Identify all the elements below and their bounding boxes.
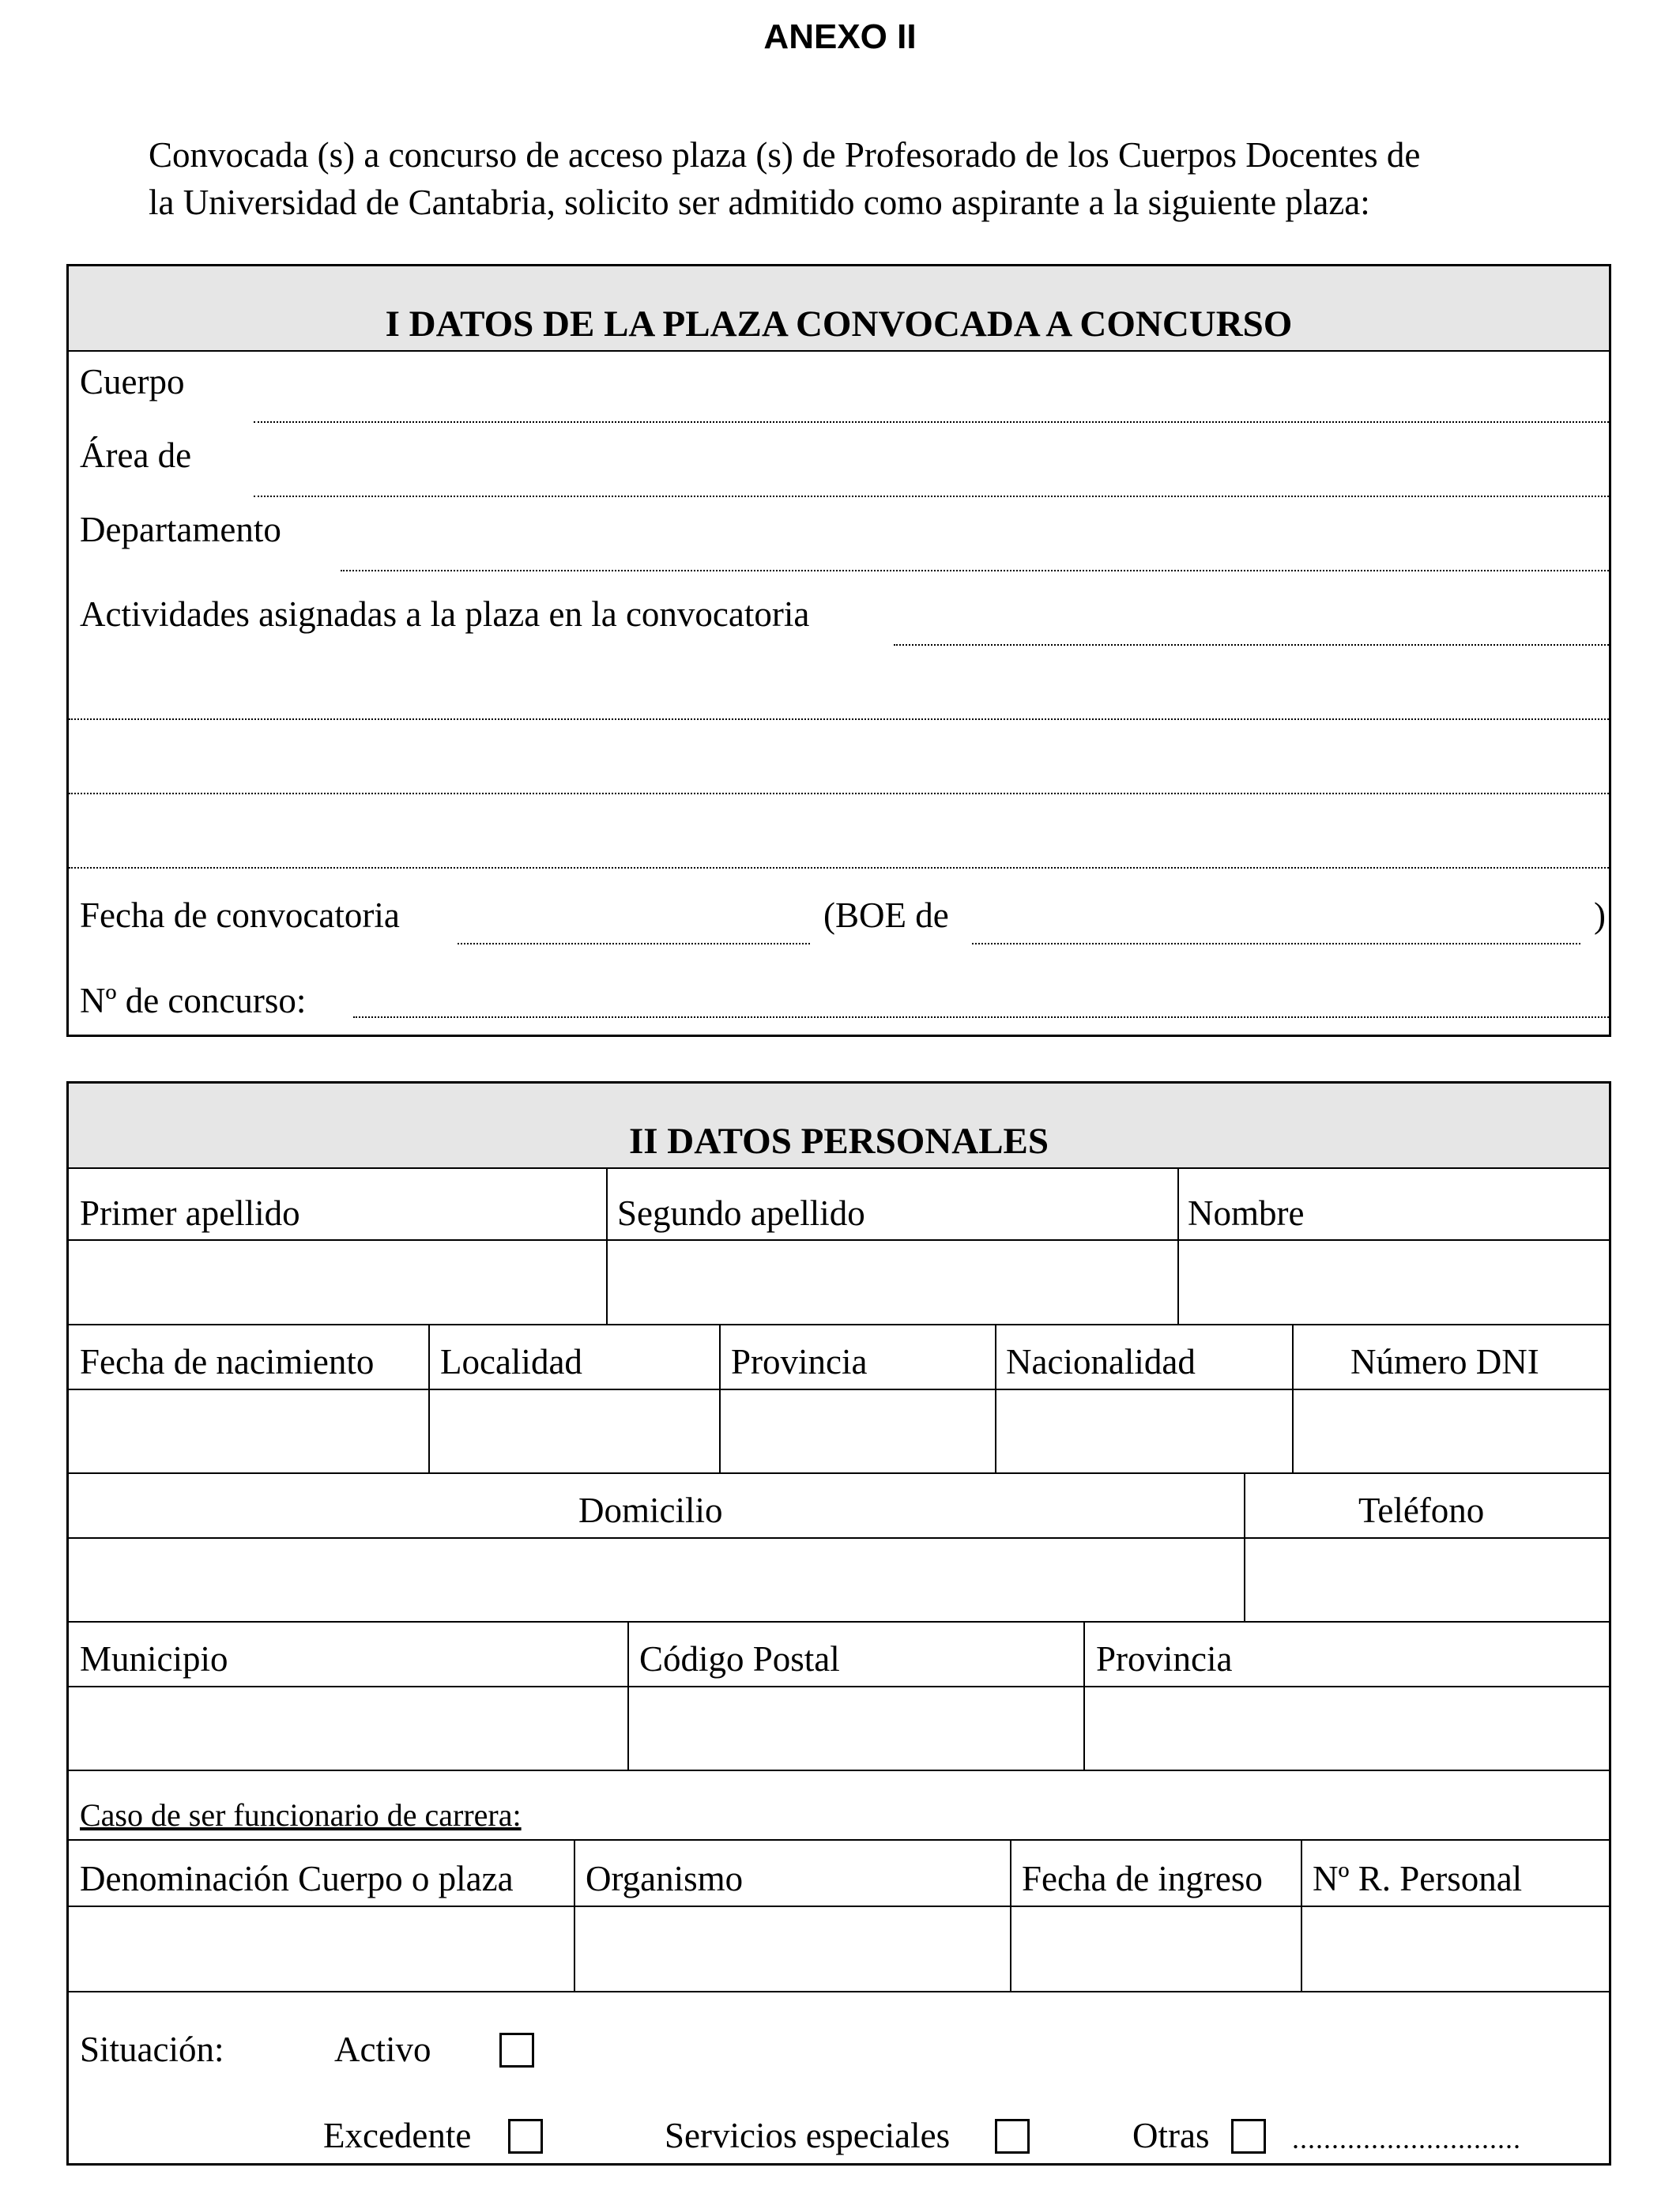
provincia-label-1: Provincia <box>731 1342 868 1382</box>
intro-text <box>149 131 1571 226</box>
otras-field[interactable]: ............................. <box>1292 2123 1521 2154</box>
fecha-ingreso-field[interactable] <box>1011 1907 1301 1989</box>
telefono-field[interactable] <box>1245 1539 1609 1621</box>
departamento-label: Departamento <box>80 510 281 549</box>
activo-checkbox[interactable] <box>499 2033 534 2068</box>
otras-label: Otras <box>1132 2116 1210 2155</box>
situacion-label: Situación: <box>80 2030 224 2069</box>
nacionalidad-label: Nacionalidad <box>1006 1342 1196 1382</box>
actividades-field-4[interactable] <box>69 867 1609 869</box>
section-plaza-header <box>69 266 1609 352</box>
numero-dni-label: Número DNI <box>1350 1342 1539 1382</box>
fecha-nacimiento-field[interactable] <box>69 1390 428 1472</box>
area-field[interactable] <box>254 496 1609 497</box>
codigo-postal-label: Código Postal <box>639 1639 840 1679</box>
actividades-field-3[interactable] <box>69 793 1609 794</box>
concurso-field[interactable] <box>353 1016 1609 1018</box>
section-plaza <box>66 264 1611 1037</box>
fecha-ingreso-label: Fecha de ingreso <box>1022 1859 1263 1898</box>
telefono-label: Teléfono <box>1358 1491 1485 1530</box>
excedente-label: Excedente <box>323 2116 472 2155</box>
intro-line-1: Convocada (s) a concurso de acceso plaza (s) de Profesorado de los Cuerpos Docentes de <box>149 135 1421 175</box>
nombre-label: Nombre <box>1188 1193 1305 1233</box>
provincia-field-2[interactable] <box>1085 1687 1609 1770</box>
page-title: ANEXO II <box>763 17 917 56</box>
municipio-field[interactable] <box>69 1687 627 1770</box>
denominacion-field[interactable] <box>69 1907 574 1989</box>
municipio-label: Municipio <box>80 1639 228 1679</box>
numero-dni-field[interactable] <box>1294 1390 1609 1472</box>
domicilio-label: Domicilio <box>578 1491 723 1530</box>
area-label: Área de <box>80 435 192 475</box>
primer-apellido-label: Primer apellido <box>80 1193 300 1233</box>
section-personal-title: II DATOS PERSONALES <box>628 1121 1049 1162</box>
organismo-label: Organismo <box>586 1859 744 1898</box>
actividades-field-2[interactable] <box>69 718 1609 720</box>
denominacion-label: Denominación Cuerpo o plaza <box>80 1859 514 1898</box>
segundo-apellido-field[interactable] <box>608 1241 1177 1324</box>
nr-personal-field[interactable] <box>1302 1907 1609 1989</box>
cuerpo-field[interactable] <box>254 421 1609 423</box>
fecha-convocatoria-field[interactable] <box>458 943 810 944</box>
cuerpo-label: Cuerpo <box>80 362 185 401</box>
departamento-field[interactable] <box>341 570 1609 571</box>
actividades-field-1[interactable] <box>894 644 1609 646</box>
intro-line-2: la Universidad de Cantabria, solicito ser admitido como aspirante a la siguiente plaza: <box>149 183 1370 222</box>
primer-apellido-field[interactable] <box>69 1241 606 1324</box>
provincia-field-1[interactable] <box>721 1390 995 1472</box>
codigo-postal-field[interactable] <box>629 1687 1083 1770</box>
section-personal <box>66 1081 1611 2166</box>
nombre-field[interactable] <box>1179 1241 1609 1324</box>
servicios-especiales-checkbox[interactable] <box>995 2119 1030 2154</box>
domicilio-field[interactable] <box>69 1539 1244 1621</box>
nr-personal-label: Nº R. Personal <box>1313 1859 1523 1898</box>
boe-label: (BOE de <box>823 895 949 935</box>
activo-label: Activo <box>334 2030 431 2069</box>
segundo-apellido-label: Segundo apellido <box>617 1193 865 1233</box>
concurso-label: Nº de concurso: <box>80 981 307 1020</box>
boe-close-paren: ) <box>1594 895 1606 935</box>
localidad-label: Localidad <box>440 1342 582 1382</box>
funcionario-note: Caso de ser funcionario de carrera: <box>80 1797 522 1833</box>
servicios-especiales-label: Servicios especiales <box>665 2116 951 2155</box>
boe-field[interactable] <box>972 943 1580 944</box>
section-plaza-title: I DATOS DE LA PLAZA CONVOCADA A CONCURSO <box>385 303 1293 345</box>
fecha-nacimiento-label: Fecha de nacimiento <box>80 1342 375 1382</box>
excedente-checkbox[interactable] <box>508 2119 543 2154</box>
provincia-label-2: Provincia <box>1096 1639 1233 1679</box>
otras-checkbox[interactable] <box>1231 2119 1266 2154</box>
organismo-field[interactable] <box>575 1907 1010 1989</box>
nacionalidad-field[interactable] <box>996 1390 1292 1472</box>
section-personal-header <box>69 1084 1609 1169</box>
fecha-convocatoria-label: Fecha de convocatoria <box>80 895 400 935</box>
actividades-label: Actividades asignadas a la plaza en la convocatoria <box>80 594 810 634</box>
localidad-field[interactable] <box>430 1390 719 1472</box>
